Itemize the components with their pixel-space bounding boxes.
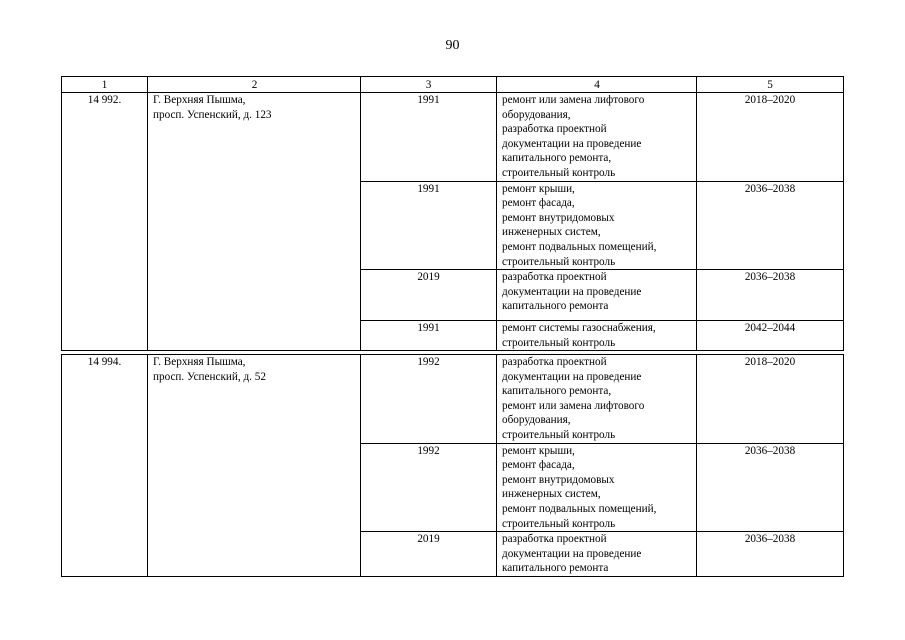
header-cell-2: 2 — [148, 77, 361, 93]
construction-year: 1991 — [361, 93, 497, 182]
work-item: ремонт фасада, — [502, 197, 575, 210]
work-item: разработка проектной — [502, 533, 607, 546]
works-list — [497, 270, 697, 321]
page-number: 90 — [445, 38, 460, 53]
address-line: просп. Успенский, д. 123 — [153, 108, 272, 121]
repair-period: 2036–2038 — [697, 532, 844, 577]
construction-year: 1992 — [361, 355, 497, 444]
work-item: строительный контроль — [502, 166, 616, 179]
work-item: строительный контроль — [502, 429, 616, 442]
repair-period: 2036–2038 — [697, 270, 844, 321]
work-item: документации на проведение — [502, 547, 642, 560]
work-item: инженерных систем, — [502, 226, 601, 239]
works-table — [61, 76, 844, 577]
building-number: 14 994. — [62, 355, 148, 577]
table-row — [62, 93, 844, 182]
work-item: ремонт фасада, — [502, 459, 575, 472]
work-item: документации на проведение — [502, 285, 642, 298]
works-list — [497, 443, 697, 532]
construction-year: 1991 — [361, 320, 497, 350]
address-line: Г. Верхняя Пышма, — [153, 356, 246, 369]
building-address — [148, 355, 361, 577]
table-row — [62, 355, 844, 444]
work-item: строительный контроль — [502, 336, 616, 349]
header-cell-1: 1 — [62, 77, 148, 93]
address-line: Г. Верхняя Пышма, — [153, 94, 246, 106]
building-number: 14 992. — [62, 93, 148, 351]
work-item: документации на проведение — [502, 370, 642, 383]
work-item: строительный контроль — [502, 517, 616, 530]
construction-year: 1992 — [361, 443, 497, 532]
work-item: капитального ремонта, — [502, 385, 612, 398]
work-item: ремонт или замена лифтового — [502, 94, 645, 106]
repair-period: 2042–2044 — [697, 320, 844, 350]
work-item: разработка проектной — [502, 123, 607, 136]
work-item: ремонт системы газоснабжения, — [502, 321, 656, 334]
work-item: инженерных систем, — [502, 488, 601, 501]
work-item: ремонт внутридомовых — [502, 473, 615, 486]
work-item: оборудования, — [502, 414, 571, 427]
repair-period: 2018–2020 — [697, 355, 844, 444]
repair-period: 2018–2020 — [697, 93, 844, 182]
work-item: ремонт подвальных помещений, — [502, 240, 657, 253]
works-list — [497, 532, 697, 577]
repair-period: 2036–2038 — [697, 181, 844, 270]
work-item: ремонт крыши, — [502, 444, 575, 457]
work-item: капитального ремонта — [502, 300, 609, 313]
works-list — [497, 93, 697, 182]
work-item: ремонт подвальных помещений, — [502, 503, 657, 516]
construction-year: 2019 — [361, 270, 497, 321]
work-item: оборудования, — [502, 108, 571, 121]
works-list — [497, 181, 697, 270]
work-item: разработка проектной — [502, 356, 607, 369]
repair-period: 2036–2038 — [697, 443, 844, 532]
header-cell-3: 3 — [361, 77, 497, 93]
work-item: ремонт или замена лифтового — [502, 399, 645, 412]
table-header-row — [62, 77, 844, 93]
work-item: строительный контроль — [502, 255, 616, 268]
works-list — [497, 320, 697, 350]
work-item: разработка проектной — [502, 271, 607, 284]
work-item: капитального ремонта, — [502, 152, 612, 165]
work-item: ремонт внутридомовых — [502, 211, 615, 224]
works-list — [497, 355, 697, 444]
work-item: ремонт крыши, — [502, 182, 575, 195]
work-item: капитального ремонта — [502, 562, 609, 575]
construction-year: 2019 — [361, 532, 497, 577]
address-line: просп. Успенский, д. 52 — [153, 370, 266, 383]
building-address — [148, 93, 361, 351]
header-cell-5: 5 — [697, 77, 844, 93]
construction-year: 1991 — [361, 181, 497, 270]
work-item: документации на проведение — [502, 137, 642, 150]
header-cell-4: 4 — [497, 77, 697, 93]
